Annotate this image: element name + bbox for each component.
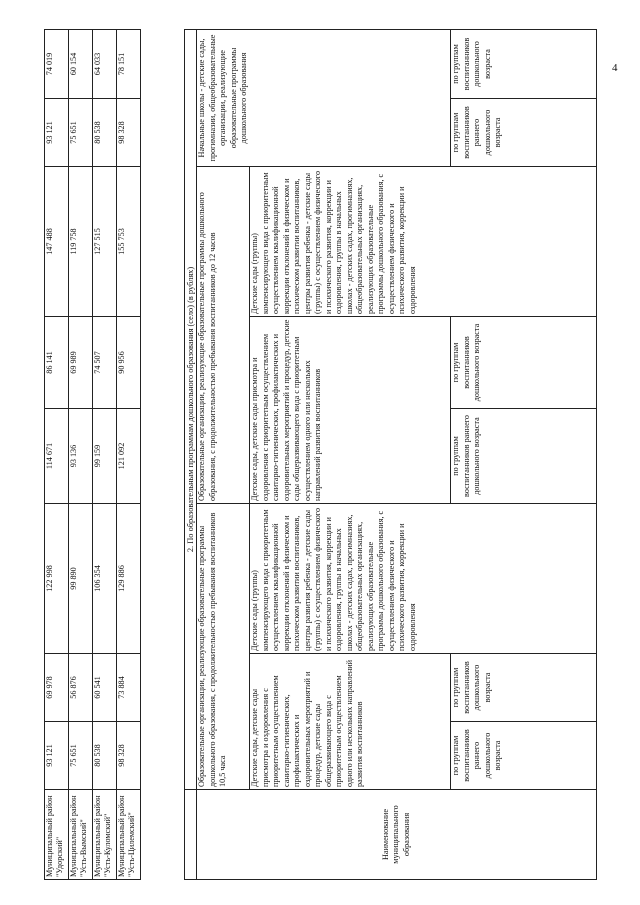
page-number: 4 [612,62,618,74]
district-name: Муниципальный район "Удорский" [45,790,69,880]
value-cell: 147 488 [45,167,69,317]
value-cell: 69 978 [45,654,69,722]
age-early-header: по группам воспитанников раннего дошкольного возраста [451,722,597,790]
value-cell: 69 989 [69,317,93,409]
district-name: Муниципальный район "Усть-Куломский" [93,790,117,880]
subheader-general: Детские сады, детские сады присмотра и оздоровления с приоритетным осуществлением санитарно-гигиенических, профилактических и оздоровительных мероприятий и процедур, детские сады общеразвивающего вида с приоритетным осуществлением одного или нескольких направлений развития воспитанников [250,654,451,790]
group-header-12: Образовательные организации, реализующие образовательные программы дошкольного образования, с продолжительностью пребывания воспитанников до 12 часов [197,167,250,504]
value-cell: 78 151 [117,30,141,99]
value-cell: 80 538 [93,99,117,167]
value-cell: 73 884 [117,654,141,722]
value-cell: 106 354 [93,504,117,654]
value-cell: 129 886 [117,504,141,654]
value-cell: 60 154 [69,30,93,99]
value-cell: 74 507 [93,317,117,409]
subheader-compensating: Детские сады (группы) компенсирующего вида с приоритетным осуществлением квалификационной коррекции отклонений в физическом и психическом развитии воспитанников, центры развития ребенка - детские сады (группы) с осуществлением физического и психического развития, коррекции и оздоровления, группы в начальных школах - детских садах, прогимназиях, общеобразовательных организациях, реализующих образовательные программы дошкольного образования, с осуществлением физического и психического развития, коррекции и оздоровления [250,504,597,654]
value-cell: 93 121 [45,722,69,790]
age-preschool-header: по группам воспитанников дошкольного возраста [451,29,597,98]
top-table [44,29,141,880]
rotated-page [44,30,596,880]
value-cell: 114 671 [45,409,69,504]
column-header-municipality: Наименование муниципального образования [197,790,597,880]
table-row [45,30,69,880]
value-cell: 99 890 [69,504,93,654]
age-early-header: по группам воспитанников раннего дошкольного возраста [451,409,597,504]
value-cell: 74 019 [45,30,69,99]
district-name: Муниципальный район "Усть-Вымский" [69,790,93,880]
value-cell: 75 651 [69,722,93,790]
value-cell: 80 538 [93,722,117,790]
value-cell: 86 141 [45,317,69,409]
value-cell: 99 159 [93,409,117,504]
value-cell: 93 136 [69,409,93,504]
value-cell: 75 651 [69,99,93,167]
group-header-schools: Начальные школы - детские сады, прогимназии, общеобразовательные организации, реализующие образовательные программы дошкольного образования [197,29,451,166]
district-name: Муниципальный район "Усть-Цилемский" [117,790,141,880]
value-cell: 56 876 [69,654,93,722]
subheader-general: Детские сады, детские сады присмотра и оздоровления с приоритетным осуществлением санитарно-гигиенических, профилактических и оздоровительных мероприятий и процедур, детские сады общеразвивающего вида с приоритетным осуществлением одного или нескольких направлений развития воспитанников [250,317,451,504]
value-cell: 119 758 [69,167,93,317]
table-row [93,30,117,880]
age-preschool-header: по группам воспитанников дошкольного возраста [451,317,597,409]
value-cell: 121 092 [117,409,141,504]
subheader-compensating: Детские сады (группы) компенсирующего вида с приоритетным осуществлением квалификационной коррекции отклонений в физическом и психическом развитии воспитанников, центры развития ребенка - детские сады (группы) с осуществлением физического и психического развития, коррекции и оздоровления, группы в начальных школах - детских садах, прогимназиях, общеобразовательных организациях, реализующих образовательные программы дошкольного образования, с осуществлением физического и психического развития, коррекции и оздоровления [250,167,597,317]
value-cell: 98 328 [117,722,141,790]
value-cell: 64 033 [93,30,117,99]
value-cell: 98 328 [117,99,141,167]
age-preschool-header: по группам воспитанников дошкольного возраста [451,654,597,722]
header-table [184,29,597,880]
value-cell: 90 956 [117,317,141,409]
table-row [117,30,141,880]
value-cell: 60 541 [93,654,117,722]
section-title: 2. По образовательным программам дошкольного образования (село) (в рублях) [185,29,197,789]
table-row [69,30,93,880]
value-cell: 127 515 [93,167,117,317]
value-cell: 122 998 [45,504,69,654]
value-cell: 155 753 [117,167,141,317]
value-cell: 93 121 [45,99,69,167]
age-early-header: по группам воспитанников раннего дошкольного возраста [451,99,597,167]
group-header-10-5: Образовательные организации, реализующие образовательные программы дошкольного образования, с продолжительностью пребывания воспитанников 10,5 часа [197,504,250,790]
